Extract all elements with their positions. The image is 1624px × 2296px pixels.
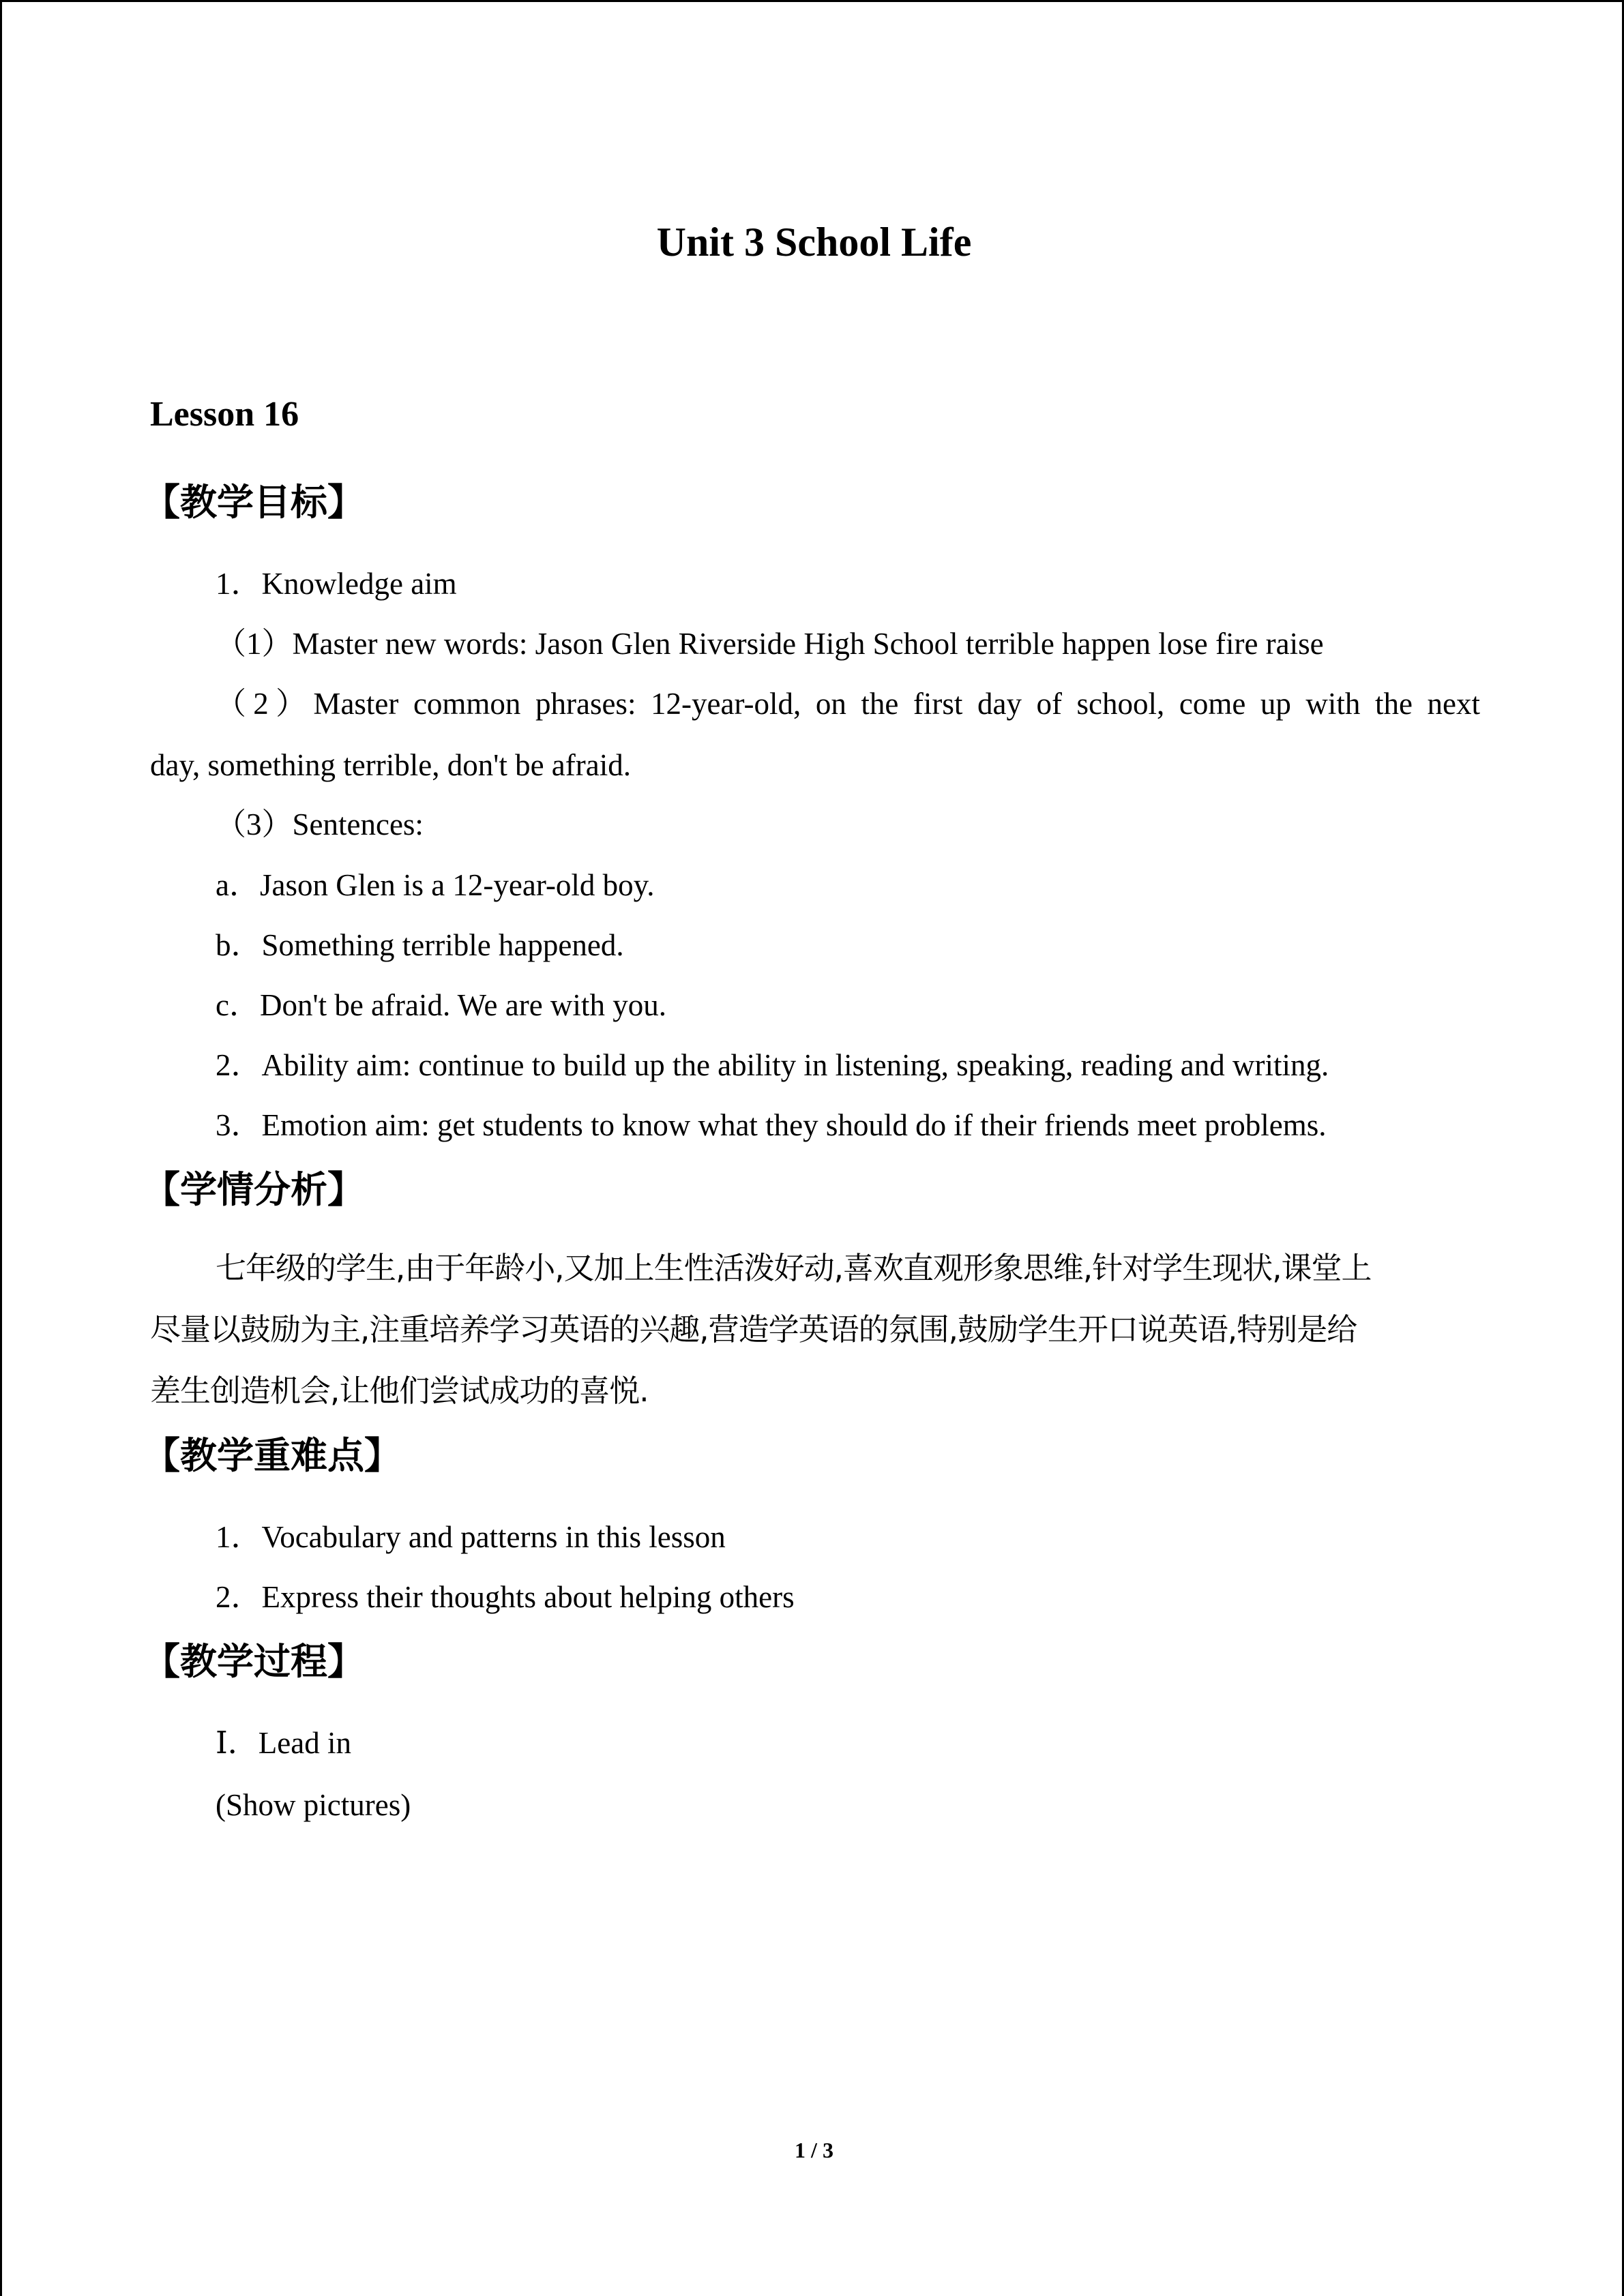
key-point-1: 1．Vocabulary and patterns in this lesson (216, 1520, 726, 1554)
analysis-line-3: 差生创造机会,让他们尝试成功的喜悦. (150, 1373, 649, 1409)
key-point-2: 2．Express their thoughts about helping others (216, 1580, 795, 1614)
process-step-lead-in: Ⅰ．Lead in (216, 1726, 351, 1760)
emotion-aim: 3．Emotion aim: get students to know what they should do if their friends meet problems. (216, 1108, 1327, 1142)
document-title: Unit 3 School Life (656, 220, 972, 265)
section-heading-key-points: 【教学重难点】 (143, 1434, 401, 1477)
objective-item-1: （1）Master new words: Jason Glen Riverside High School terrible happen lose fire raise (216, 627, 1324, 661)
lesson-heading: Lesson 16 (150, 395, 299, 434)
section-heading-process: 【教学过程】 (143, 1640, 364, 1683)
section-heading-analysis: 【学情分析】 (143, 1168, 364, 1211)
knowledge-aim: 1．Knowledge aim (216, 567, 457, 601)
process-note: (Show pictures) (216, 1788, 411, 1822)
sentence-b: b．Something terrible happened. (216, 928, 624, 962)
sentence-c: c．Don't be afraid. We are with you. (216, 988, 666, 1022)
objective-item-2-line-1: （2）Master common phrases: 12-year-old, on the first day of school, come up with the next (216, 687, 1480, 721)
objective-item-3: （3）Sentences: (216, 807, 424, 841)
page-number: 1 / 3 (795, 2138, 833, 2162)
analysis-line-1: 七年级的学生,由于年龄小,又加上生性活泼好动,喜欢直观形象思维,针对学生现状,课堂上 (216, 1250, 1372, 1286)
objective-item-2-line-2: day, something terrible, don't be afraid. (150, 748, 631, 782)
analysis-line-2: 尽量以鼓励为主,注重培养学习英语的兴趣,营造学英语的氛围,鼓励学生开口说英语,特别是给 (150, 1311, 1357, 1347)
section-heading-objectives: 【教学目标】 (143, 481, 364, 524)
ability-aim: 2．Ability aim: continue to build up the ability in listening, speaking, reading and writing. (216, 1048, 1329, 1082)
sentence-a: a．Jason Glen is a 12-year-old boy. (216, 868, 655, 902)
